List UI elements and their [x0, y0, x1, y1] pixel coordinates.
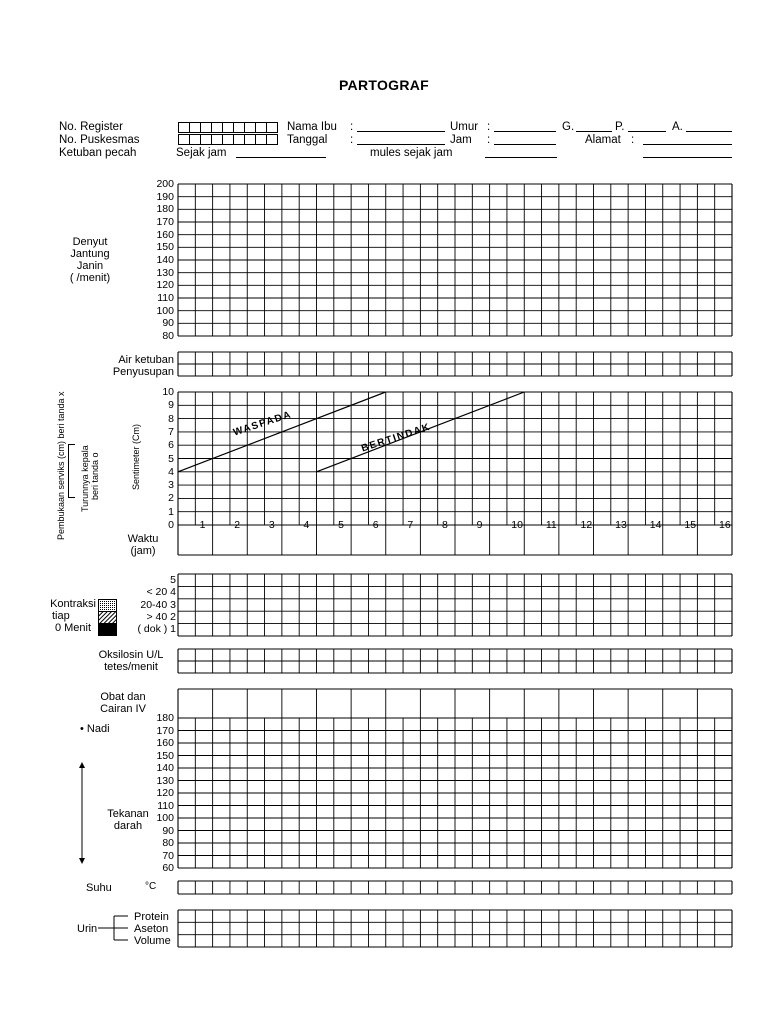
- umur-label: Umur: [450, 121, 479, 133]
- g-label: G.: [562, 121, 575, 133]
- axis-tick-label: 110: [157, 799, 174, 812]
- axis-tick-label: 190: [156, 190, 174, 203]
- blood-pressure-arrow-icon: [77, 762, 87, 864]
- urine-rows: [134, 911, 171, 947]
- nama-ibu-label: Nama Ibu: [287, 121, 337, 133]
- axis-tick-label: 90: [162, 317, 174, 330]
- axis-tick-label: 4: [168, 465, 174, 478]
- axis-tick-label: 120: [156, 787, 174, 799]
- jam-field[interactable]: [494, 144, 556, 145]
- hour-label: 8: [442, 519, 448, 531]
- axis-tick-label: 70: [162, 849, 174, 862]
- axis-tick-label: 180: [156, 203, 174, 216]
- celsius-label: °C: [145, 881, 157, 892]
- beri-tanda-o-label: beri tanda o: [90, 452, 100, 500]
- axis-tick-label: 170: [156, 724, 174, 737]
- ketuban-pecah-label: Ketuban pecah: [59, 147, 137, 159]
- contraction-swatches: [98, 599, 117, 636]
- alamat-label: Alamat: [585, 134, 621, 146]
- axis-tick-label: 100: [156, 812, 174, 824]
- nadi-label: • Nadi: [80, 723, 110, 735]
- drug-grid[interactable]: [177, 688, 733, 719]
- waspada-label: WASPADA: [232, 409, 294, 439]
- nadi-dot-icon: •: [80, 723, 84, 735]
- nama-ibu-colon: :: [350, 121, 354, 133]
- axis-tick-label: 9: [168, 399, 174, 412]
- jam-label: Jam: [450, 134, 472, 146]
- alamat-field-2[interactable]: [643, 157, 732, 158]
- urine-bracket-icon: [98, 911, 134, 945]
- waktu-label: Waktu (jam): [127, 533, 159, 557]
- axis-tick-label: 80: [162, 837, 174, 849]
- turunnya-bracket: [68, 444, 75, 498]
- axis-tick-label: 110: [157, 292, 174, 304]
- air-ketuban-label: Air ketuban: [118, 354, 174, 366]
- turunnya-kepala-label: Turunnya kepala: [80, 445, 90, 512]
- obat-cairan-label: Obat dan Cairan IV: [100, 691, 146, 715]
- tanggal-label: Tanggal: [287, 134, 328, 146]
- hour-label: 13: [615, 519, 627, 531]
- hour-label: 12: [580, 519, 593, 531]
- no-puskesmas-label: No. Puskesmas: [59, 134, 140, 146]
- urine-grid[interactable]: [177, 909, 733, 948]
- urine-volume-label: Volume: [134, 935, 171, 947]
- alamat-field[interactable]: [643, 144, 732, 145]
- axis-tick-label: 160: [156, 737, 174, 749]
- suhu-label: Suhu: [86, 882, 112, 894]
- no-register-boxes[interactable]: [178, 122, 277, 133]
- mules-label: mules sejak jam: [370, 147, 453, 159]
- hour-label: 4: [303, 519, 310, 531]
- axis-tick-label: 10: [162, 386, 174, 398]
- hour-label: 9: [476, 519, 483, 531]
- oxytocin-grid[interactable]: [177, 648, 733, 674]
- oksitosin-label: Oksilosin U/L tetes/menit: [98, 649, 164, 673]
- cervix-grid[interactable]: [177, 391, 733, 526]
- urine-aseton-label: Aseton: [134, 923, 169, 935]
- page-title: PARTOGRAF: [338, 77, 430, 93]
- a-field[interactable]: [686, 131, 732, 132]
- hour-label: 7: [407, 519, 414, 531]
- pembukaan-serviks-label: Pembukaan serviks (cm) beri tanda x: [56, 391, 66, 540]
- hour-label: 2: [234, 519, 241, 531]
- hour-label: 3: [268, 519, 275, 531]
- nama-ibu-field[interactable]: [357, 131, 445, 132]
- contraction-grid[interactable]: [177, 573, 733, 637]
- axis-tick-label: 3: [168, 479, 174, 492]
- axis-tick-label: 140: [156, 762, 174, 774]
- tanggal-field[interactable]: [357, 144, 445, 145]
- axis-tick-label: 120: [156, 279, 174, 292]
- axis-tick-label: 150: [156, 749, 174, 762]
- axis-tick-label: 6: [168, 439, 174, 452]
- sejak-jam-field[interactable]: [236, 157, 326, 158]
- contraction-legend-icon: [98, 599, 117, 636]
- umur-colon: :: [487, 121, 491, 133]
- fetal-heart-label: Denyut Jantung Janin ( /menit): [69, 236, 111, 284]
- g-field[interactable]: [576, 131, 612, 132]
- umur-field[interactable]: [494, 131, 556, 132]
- kontraksi-label: Kontraksi tiap 0 Menit: [50, 598, 96, 634]
- tanggal-colon: :: [350, 134, 354, 146]
- axis-tick-label: 170: [156, 216, 174, 228]
- axis-tick-label: 1: [168, 505, 174, 518]
- axis-tick-label: 140: [156, 254, 174, 266]
- tekanan-darah-label: Tekanan darah: [107, 808, 149, 832]
- axis-tick-label: 200: [156, 178, 174, 190]
- no-register-label: No. Register: [59, 121, 123, 133]
- axis-tick-label: 0: [168, 519, 174, 531]
- p-field[interactable]: [628, 131, 666, 132]
- axis-tick-label: 5: [168, 452, 174, 465]
- time-grid[interactable]: [177, 524, 733, 556]
- penyusupan-label: Penyusupan: [112, 366, 174, 378]
- axis-tick-label: 8: [168, 412, 174, 425]
- axis-tick-label: 130: [156, 774, 174, 787]
- hour-label: 5: [338, 519, 344, 531]
- sejak-jam-label: Sejak jam: [176, 147, 227, 159]
- axis-tick-label: 80: [162, 330, 174, 342]
- hour-label: 1: [199, 519, 206, 531]
- bertindak-label: BERTINDAK: [360, 421, 433, 455]
- axis-tick-label: 150: [156, 241, 174, 254]
- hour-label: 14: [649, 519, 662, 531]
- fetal-heart-grid[interactable]: [177, 183, 733, 337]
- hour-label: 11: [545, 519, 557, 531]
- axis-tick-label: 60: [162, 862, 174, 874]
- p-label: P.: [615, 121, 625, 133]
- axis-tick-label: 2: [168, 492, 174, 505]
- jam-colon: :: [487, 134, 491, 146]
- alamat-colon: :: [631, 134, 635, 146]
- no-puskesmas-boxes[interactable]: [178, 134, 277, 145]
- urine-protein-label: Protein: [134, 911, 169, 923]
- axis-tick-label: 90: [162, 824, 174, 837]
- hour-label: 6: [372, 519, 379, 531]
- axis-tick-label: 100: [156, 304, 174, 317]
- sentimeter-axis-label: Sentimeter (Cm): [131, 423, 141, 490]
- pulse-bp-grid[interactable]: [177, 717, 733, 869]
- hour-label: 10: [511, 519, 523, 531]
- axis-tick-label: 180: [156, 712, 174, 724]
- temperature-grid[interactable]: [177, 880, 733, 895]
- axis-tick-label: 130: [156, 266, 174, 279]
- axis-tick-label: 7: [168, 425, 174, 438]
- hour-label: 16: [719, 519, 731, 531]
- hour-label: 15: [684, 519, 697, 531]
- a-label: A.: [672, 121, 683, 133]
- amniotic-grid[interactable]: [177, 351, 733, 377]
- contraction-scale: 5 < 20 4 20-40 3 > 40 2 ( dok ) 1: [137, 574, 176, 636]
- mules-field[interactable]: [485, 157, 557, 158]
- urin-label: Urin: [77, 923, 98, 935]
- axis-tick-label: 160: [156, 228, 174, 241]
